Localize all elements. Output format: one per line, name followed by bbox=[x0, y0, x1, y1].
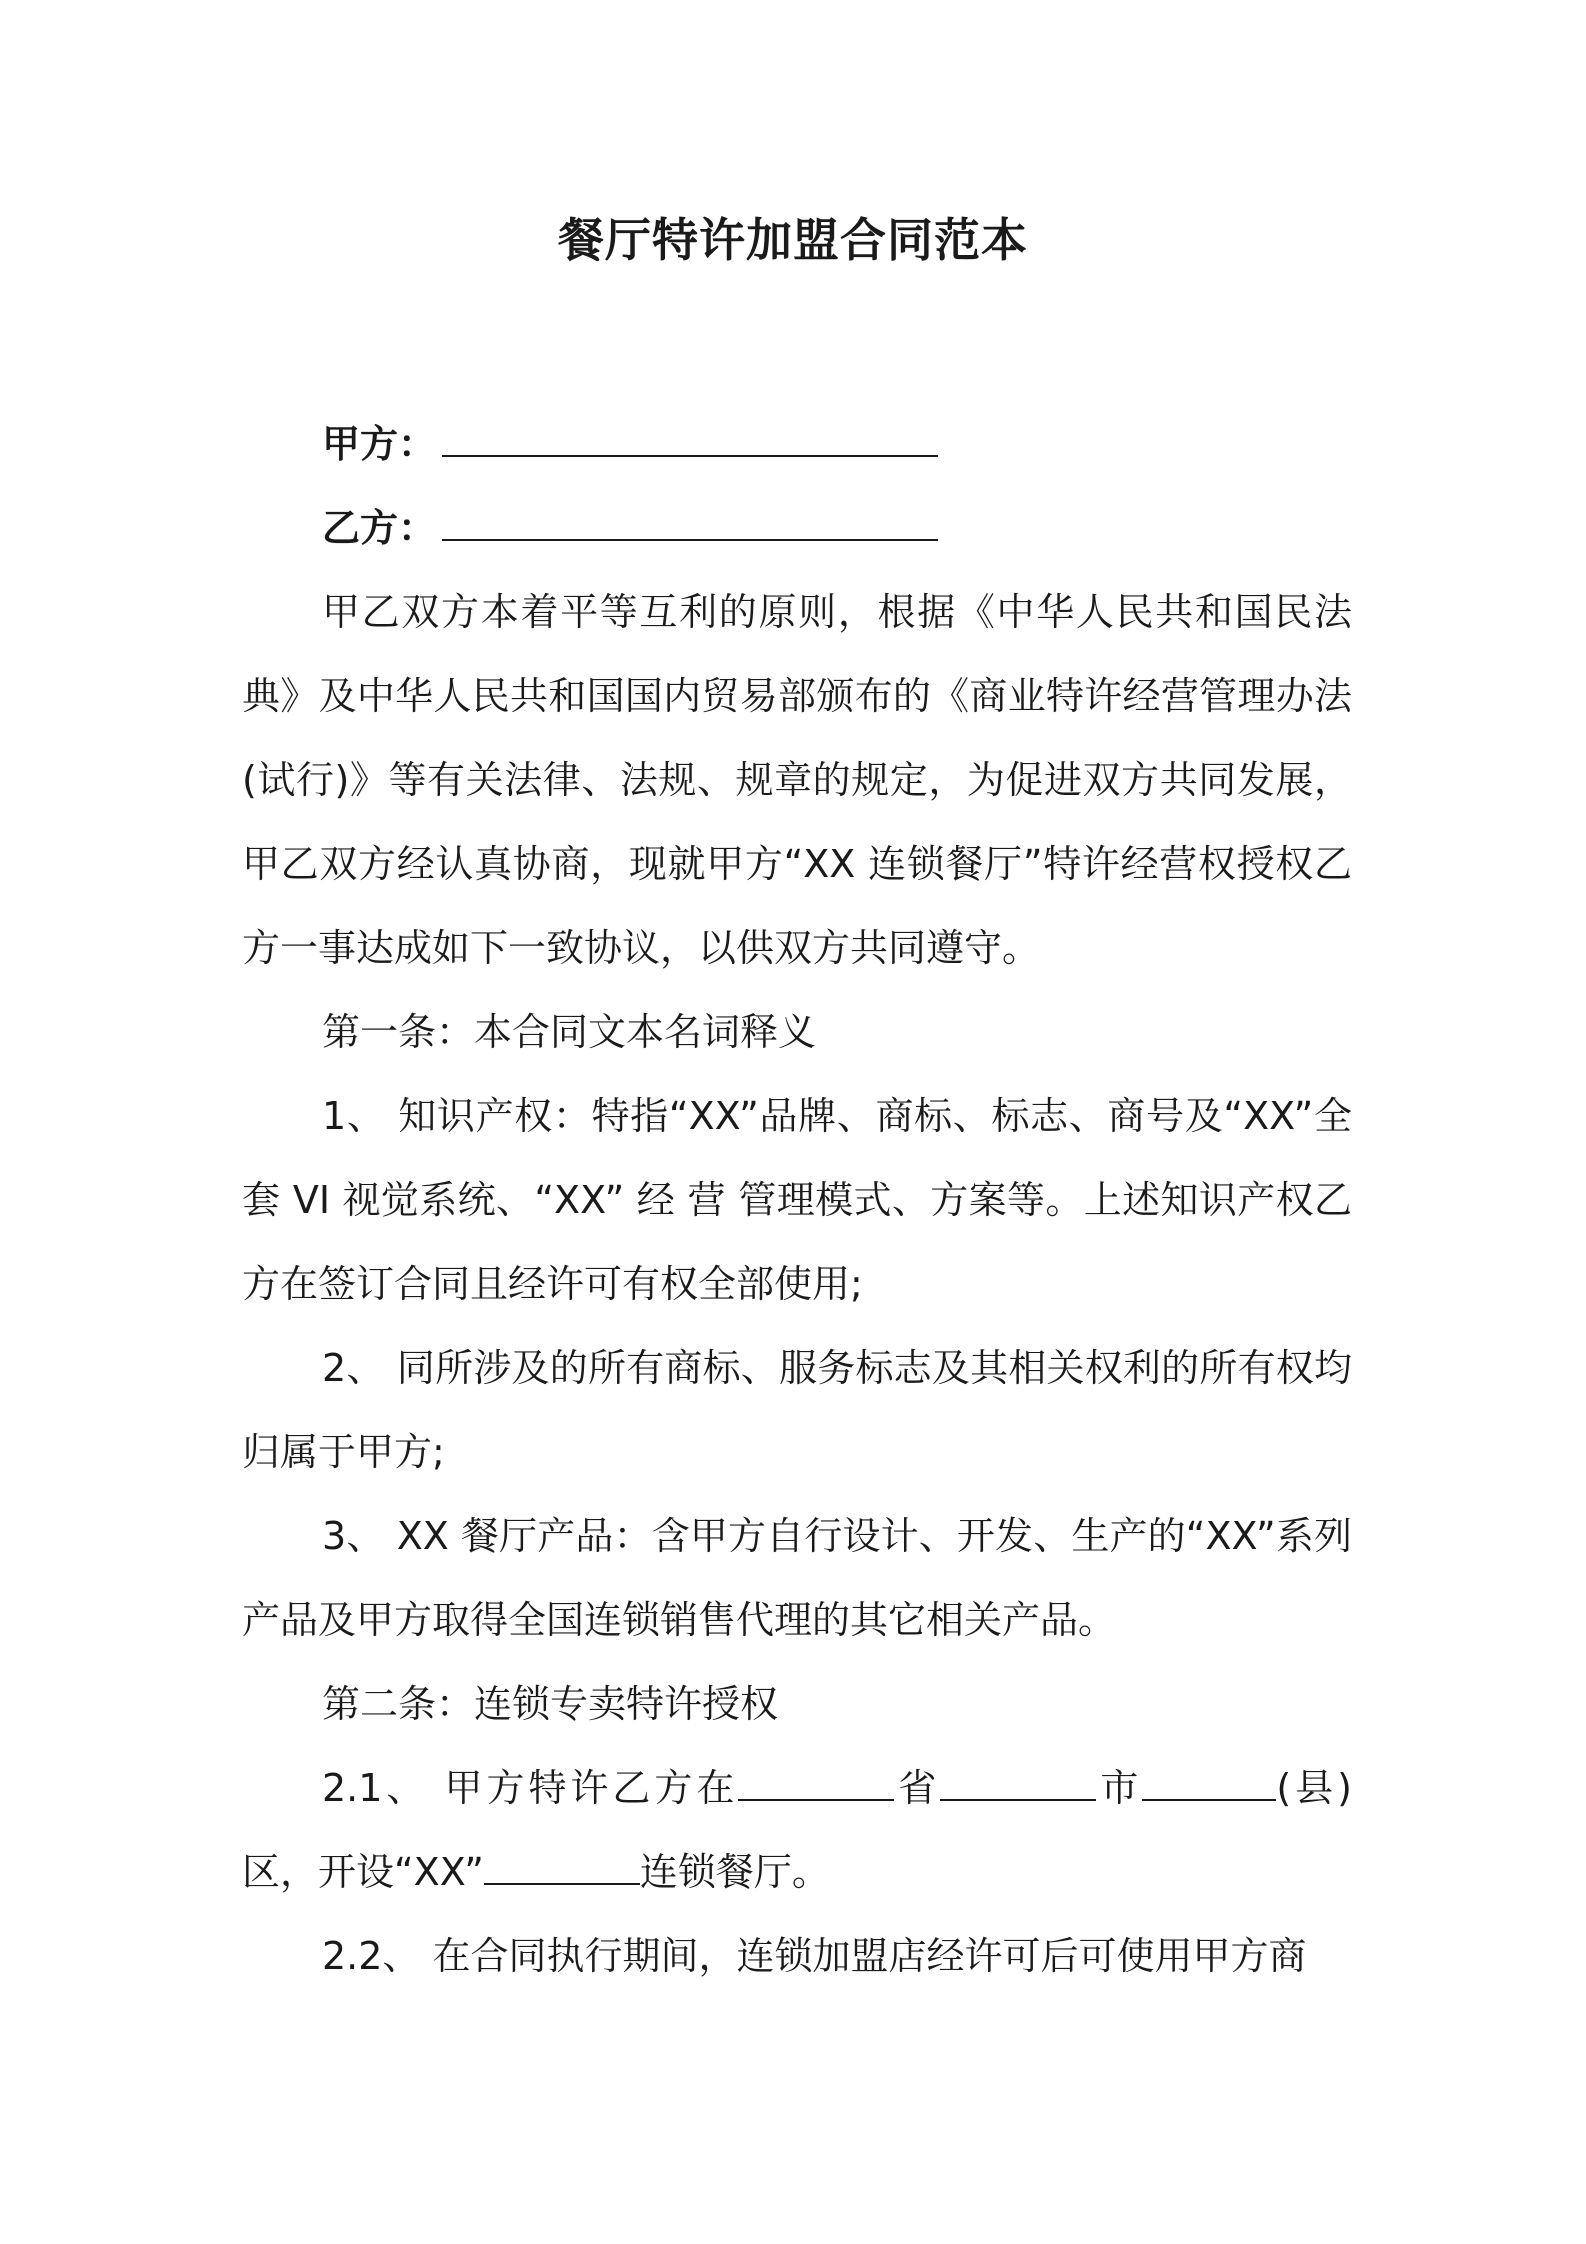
article-1-heading: 第一条：本合同文本名词释义 bbox=[322, 1010, 817, 1054]
county-blank[interactable] bbox=[1142, 1763, 1276, 1801]
city-blank[interactable] bbox=[940, 1763, 1096, 1801]
intro-paragraph: 甲乙双方本着平等互利的原则，根据《中华人民共和国民法典》及中华人民共和国国内贸易部颁布的《商业特许经营管理办法(试行)》等有关法律、法规、规章的规定，为促进双方共同发展，甲乙双方经认真协商，现就甲方“XX 连锁餐厅”特许经营权授权乙方一事达成如下一致协议，以供双方共同遵守。 bbox=[242, 590, 1352, 970]
clause-1-suffix: 连锁餐厅。 bbox=[639, 1850, 830, 1894]
city-label: 市 bbox=[1096, 1766, 1143, 1810]
province-label: 省 bbox=[894, 1766, 941, 1810]
party-b-label: 乙方： bbox=[322, 506, 437, 550]
article-2-heading: 第二条：连锁专卖特许授权 bbox=[322, 1682, 779, 1726]
document-body bbox=[242, 402, 1352, 1998]
county-label: (县)区，开设“XX” bbox=[242, 1766, 1352, 1894]
party-a-line bbox=[242, 402, 1352, 486]
party-a-blank[interactable] bbox=[442, 419, 938, 457]
article-2-clause-1 bbox=[242, 1746, 1352, 1914]
party-b-blank[interactable] bbox=[442, 503, 938, 541]
article-1-item-2: 2、 同所涉及的所有商标、服务标志及其相关权利的所有权均归属于甲方; bbox=[242, 1346, 1352, 1474]
document-title: 餐厅特许加盟合同范本 bbox=[558, 213, 1028, 267]
province-blank[interactable] bbox=[738, 1763, 894, 1801]
party-a-label: 甲方： bbox=[322, 422, 437, 466]
article-1-item-1: 1、 知识产权：特指“XX”品牌、商标、标志、商号及“XX”全套 VI 视觉系统、“XX” 经 营 管理模式、方案等。上述知识产权乙方在签订合同且经许可有权全部使用; bbox=[242, 1094, 1352, 1306]
restaurant-name-blank[interactable] bbox=[484, 1847, 640, 1885]
party-b-line bbox=[242, 486, 1352, 570]
article-1-item-3: 3、 XX 餐厅产品：含甲方自行设计、开发、生产的“XX”系列产品及甲方取得全国连锁销售代理的其它相关产品。 bbox=[242, 1514, 1352, 1642]
clause-1-prefix: 2.1、 甲方特许乙方在 bbox=[322, 1766, 739, 1810]
article-2-clause-2: 2.2、 在合同执行期间，连锁加盟店经许可后可使用甲方商 bbox=[322, 1934, 1307, 1978]
